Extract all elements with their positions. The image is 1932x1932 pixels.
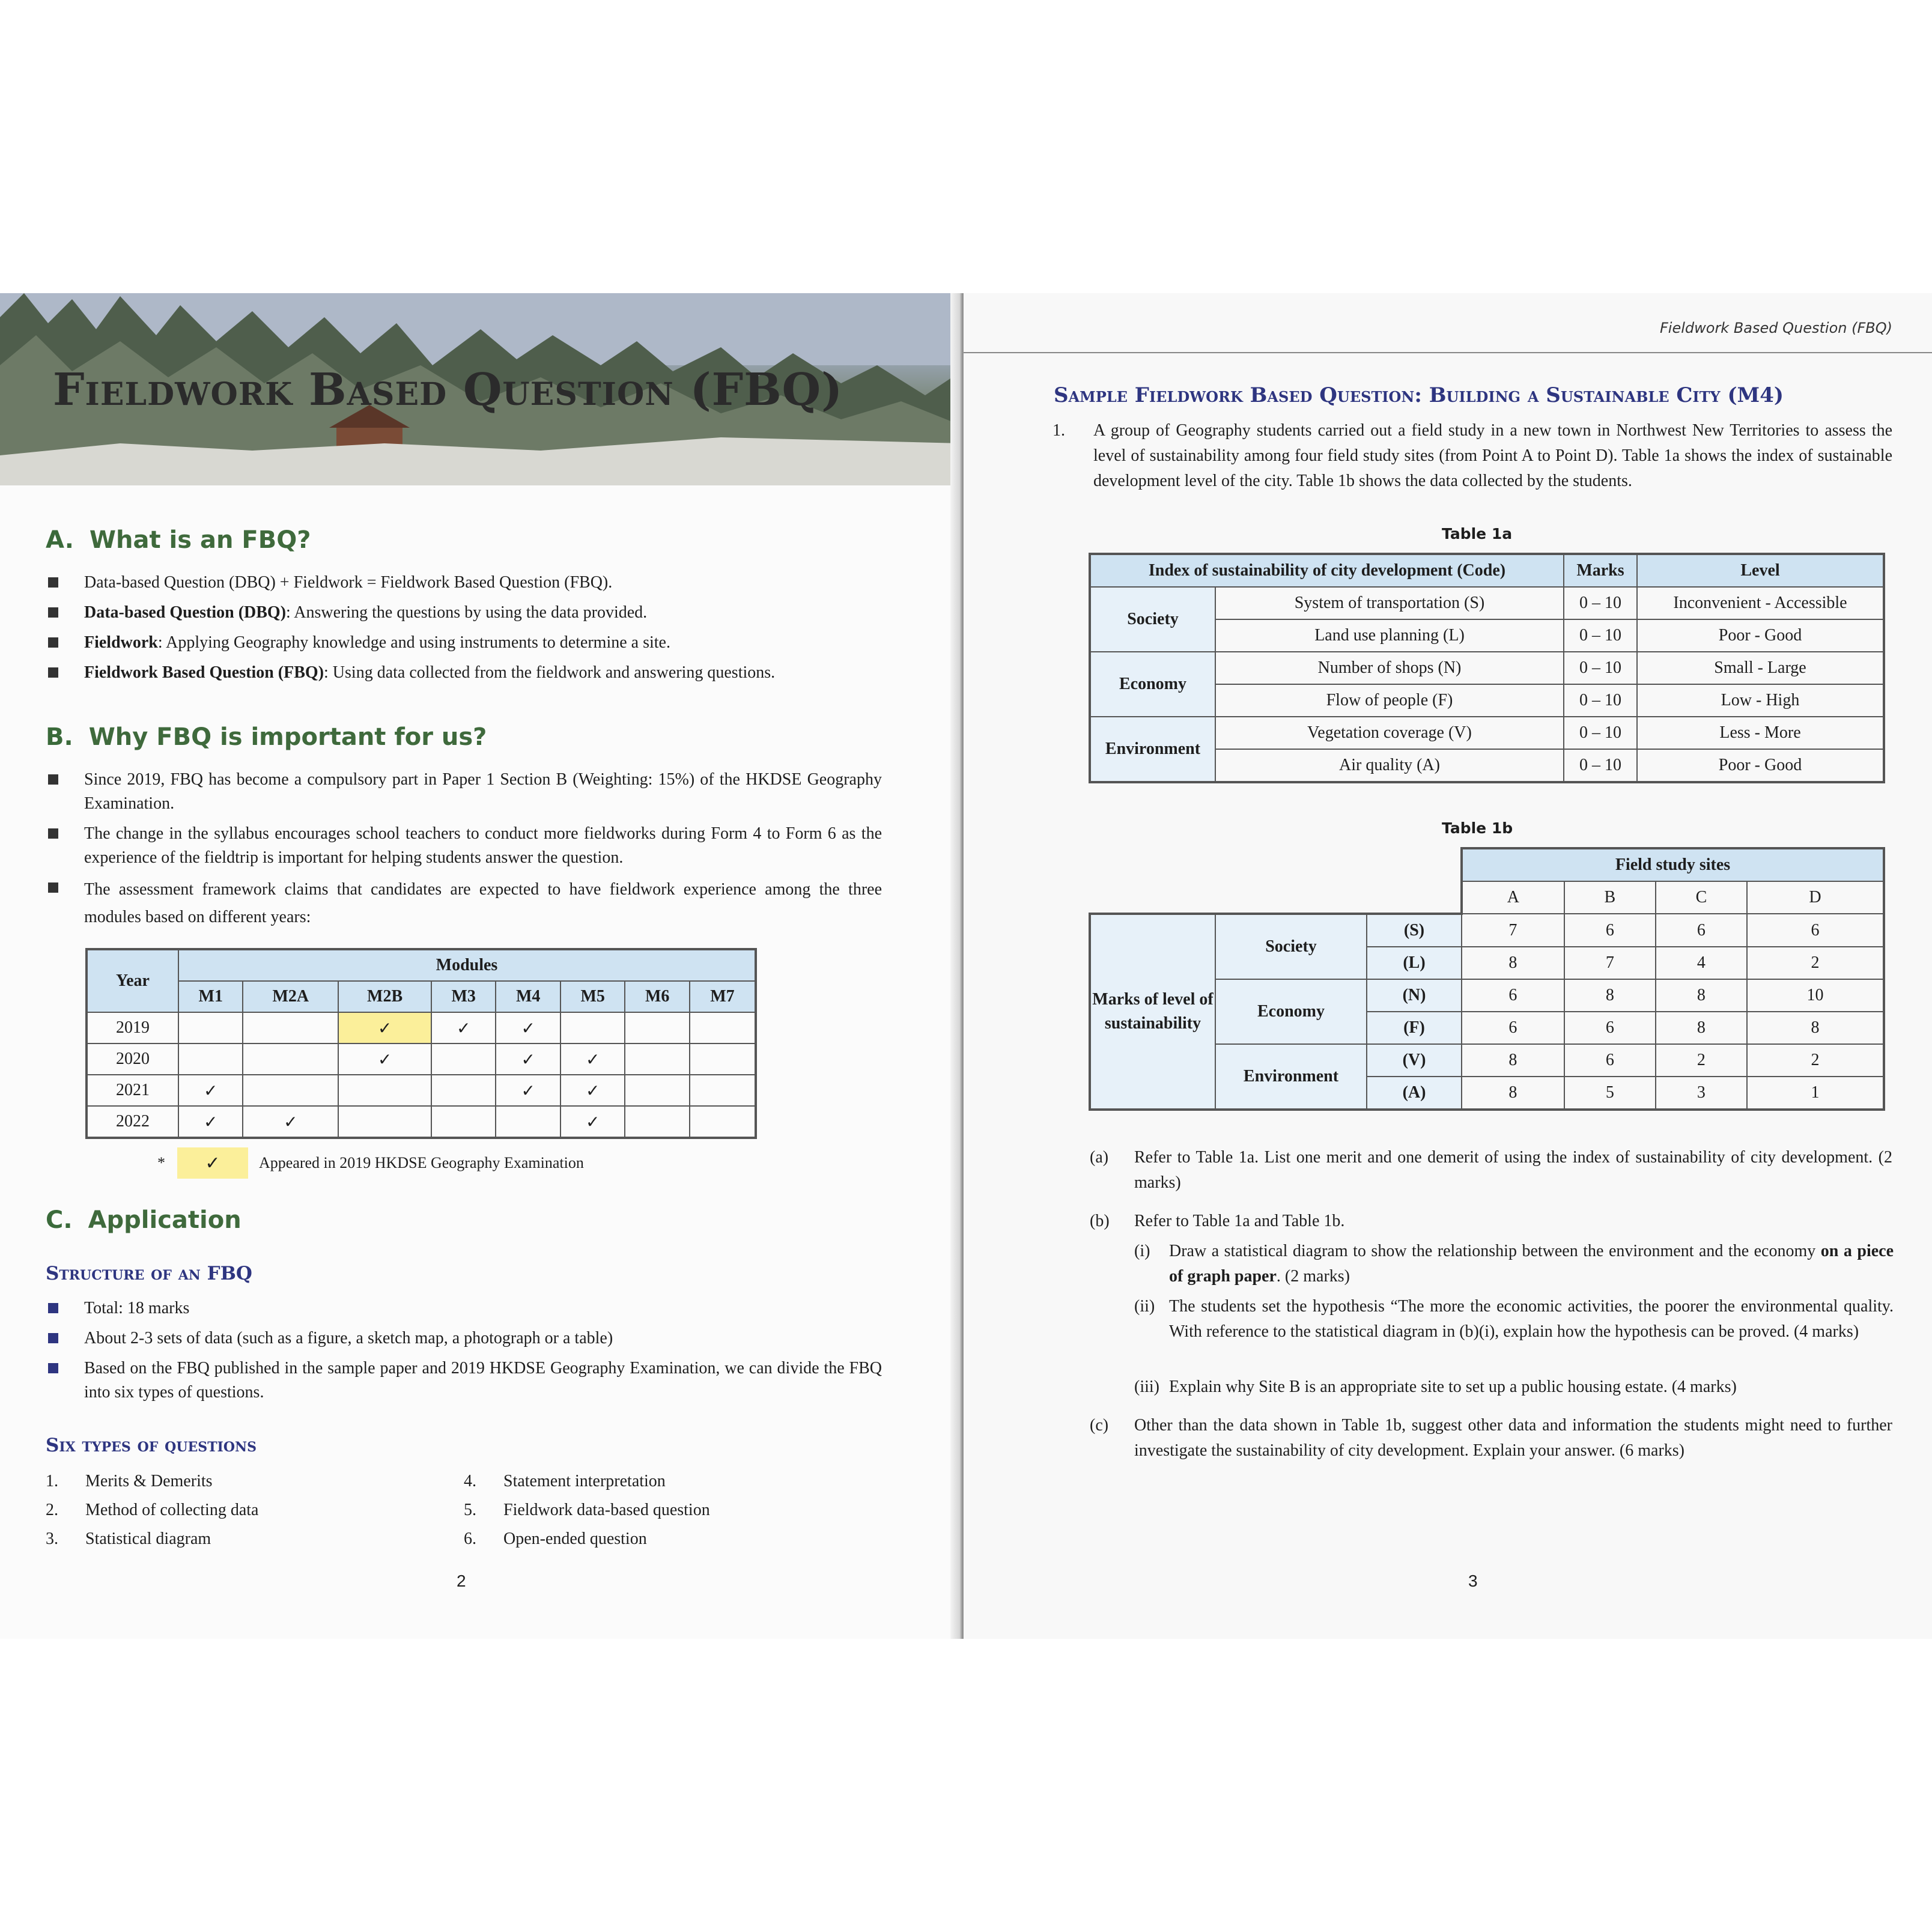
list-item: Total: 18 marks — [47, 1296, 882, 1320]
table-row — [1090, 587, 1884, 619]
table-cell: ✓ — [496, 1012, 560, 1043]
list-item: 3. Statistical diagram — [46, 1530, 211, 1548]
section-b-number: B. — [46, 723, 73, 751]
table-1b-caption: Table 1b — [1442, 819, 1513, 837]
question-c-text: Other than the data shown in Table 1b, suggest other data and information the students might need to further investigate the sustainability of city development. Explain your answer. (6 marks) — [1134, 1416, 1892, 1460]
value-cell: 2 — [1656, 1044, 1747, 1077]
module-header: M2A — [243, 981, 338, 1012]
banner — [0, 293, 961, 485]
question-b-text: Refer to Table 1a and Table 1b. — [1134, 1212, 1345, 1230]
list-item: 1. Merits & Demerits — [46, 1472, 213, 1490]
table-1a-caption: Table 1a — [1442, 525, 1513, 542]
question-b — [1090, 1209, 1895, 1236]
row-group-header: Marks of level of sustainability — [1090, 914, 1215, 1110]
level-cell: Low - High — [1637, 684, 1884, 717]
table-cell — [243, 1043, 338, 1075]
code-cell: (F) — [1367, 1012, 1462, 1044]
level-cell: Less - More — [1637, 717, 1884, 749]
table-cell: ✓ — [496, 1043, 560, 1075]
value-cell: 8 — [1462, 947, 1564, 979]
running-head: Fieldwork Based Question (FBQ) — [1659, 320, 1892, 336]
value-cell: 7 — [1564, 947, 1656, 979]
legend-asterisk: * — [157, 1154, 165, 1171]
marks-cell: 0 – 10 — [1564, 652, 1637, 684]
module-header: M2B — [338, 981, 431, 1012]
group-society: Society — [1090, 587, 1215, 652]
index-header: Index of sustainability of city development (Code) — [1090, 554, 1564, 587]
table-cell: ✓ — [431, 1012, 496, 1043]
question-a-label: (a) — [1090, 1148, 1109, 1167]
table-row — [87, 1043, 756, 1075]
table-cell: ✓ — [178, 1075, 243, 1106]
module-header: M1 — [178, 981, 243, 1012]
group-environment: Environment — [1090, 717, 1215, 782]
group-environment: Environment — [1215, 1044, 1367, 1110]
header-rule — [964, 352, 1932, 353]
table-cell: ✓ — [560, 1043, 625, 1075]
left-page — [0, 293, 961, 1639]
year-cell: 2019 — [87, 1012, 178, 1043]
section-a-heading — [46, 526, 311, 554]
table-cell — [690, 1075, 756, 1106]
question-b-i-label: (i) — [1134, 1242, 1150, 1260]
table-cell: ✓ — [338, 1043, 431, 1075]
table-cell — [431, 1075, 496, 1106]
table-cell — [690, 1043, 756, 1075]
table-cell — [178, 1012, 243, 1043]
table-row — [87, 1106, 756, 1138]
value-cell: 10 — [1747, 979, 1884, 1012]
section-c-heading — [46, 1206, 242, 1234]
list-item: The change in the syllabus encourages school teachers to conduct more fieldworks during Form 4 to Form 6 as the experience of the fieldtrip is important for helping students answer the question. — [47, 822, 882, 870]
module-header: M4 — [496, 981, 560, 1012]
section-a-number: A. — [46, 526, 74, 554]
list-item: 4. Statement interpretation — [464, 1472, 666, 1490]
code-cell: (N) — [1367, 979, 1462, 1012]
question-b-ii-label: (ii) — [1134, 1297, 1155, 1316]
module-header: M5 — [560, 981, 625, 1012]
value-cell: 8 — [1564, 979, 1656, 1012]
table-row — [1090, 717, 1884, 749]
value-cell: 2 — [1747, 1044, 1884, 1077]
level-cell: Poor - Good — [1637, 619, 1884, 652]
table-cell: ✓ — [496, 1075, 560, 1106]
site-header: B — [1564, 881, 1656, 914]
table-cell — [690, 1106, 756, 1138]
section-c-number: C. — [46, 1206, 73, 1234]
table-cell — [431, 1106, 496, 1138]
question-c — [1090, 1413, 1895, 1467]
site-header: C — [1656, 881, 1747, 914]
question-b-iii — [1134, 1375, 1895, 1402]
table-cell: ✓ — [178, 1106, 243, 1138]
code-cell: (A) — [1367, 1077, 1462, 1110]
code-cell: (S) — [1367, 914, 1462, 947]
table-row — [1090, 914, 1884, 947]
list-item: Data-based Question (DBQ) + Fieldwork = Fieldwork Based Question (FBQ). — [47, 571, 882, 595]
table-cell — [338, 1106, 431, 1138]
site-header: A — [1462, 881, 1564, 914]
legend-highlight-swatch: ✓ — [177, 1147, 248, 1179]
year-header: Year — [87, 949, 178, 1012]
value-cell: 6 — [1462, 1012, 1564, 1044]
list-item: About 2-3 sets of data (such as a figure, a sketch map, a photograph or a table) — [47, 1326, 882, 1350]
level-header: Level — [1637, 554, 1884, 587]
question-c-label: (c) — [1090, 1416, 1109, 1435]
value-cell: 4 — [1656, 947, 1747, 979]
value-cell: 1 — [1747, 1077, 1884, 1110]
section-a-bullets — [47, 571, 882, 691]
table-1a — [1089, 553, 1885, 783]
value-cell: 8 — [1656, 979, 1747, 1012]
section-a-title: What is an FBQ? — [89, 526, 311, 554]
table-cell — [496, 1106, 560, 1138]
table-cell — [431, 1043, 496, 1075]
index-cell: System of transportation (S) — [1215, 587, 1564, 619]
list-item: Fieldwork: Applying Geography knowledge and using instruments to determine a site. — [47, 631, 882, 655]
table-cell — [625, 1012, 689, 1043]
question-b-ii — [1134, 1294, 1895, 1372]
table-cell — [243, 1012, 338, 1043]
intro-text: A group of Geography students carried out a field study in a new town in Northwest New Territories to assess the level of sustainability among four field study sites (from Point A to Point D). Table 1a shows the index of sustainable development level of the city. Table 1b shows the data collected by the students. — [1093, 421, 1892, 490]
table-cell — [690, 1012, 756, 1043]
code-cell: (V) — [1367, 1044, 1462, 1077]
year-cell: 2020 — [87, 1043, 178, 1075]
table-cell — [625, 1043, 689, 1075]
question-b-iii-text: Explain why Site B is an appropriate site to set up a public housing estate. (4 marks) — [1169, 1378, 1737, 1396]
field-study-sites-header: Field study sites — [1462, 848, 1884, 881]
value-cell: 8 — [1462, 1044, 1564, 1077]
group-economy: Economy — [1215, 979, 1367, 1044]
question-types-col-1 — [46, 1467, 258, 1554]
module-header: M3 — [431, 981, 496, 1012]
section-b-title: Why FBQ is important for us? — [88, 723, 487, 751]
value-cell: 7 — [1462, 914, 1564, 947]
marks-cell: 0 – 10 — [1564, 684, 1637, 717]
intro-number: 1. — [1053, 421, 1065, 440]
table-cell — [625, 1106, 689, 1138]
table-cell: ✓ — [560, 1075, 625, 1106]
question-b-iii-label: (iii) — [1134, 1378, 1159, 1396]
index-cell: Number of shops (N) — [1215, 652, 1564, 684]
sample-question-title: Sample Fieldwork Based Question: Building a Sustainable City (M4) — [1054, 383, 1784, 407]
value-cell: 6 — [1564, 1012, 1656, 1044]
year-cell: 2021 — [87, 1075, 178, 1106]
banner-title: Fieldwork Based Question (FBQ) — [53, 364, 843, 416]
highlighted-cell: ✓ — [338, 1012, 431, 1043]
page-number: 3 — [1468, 1572, 1478, 1590]
list-item: 5. Fieldwork data-based question — [464, 1501, 710, 1519]
section-b-bullets — [47, 768, 882, 937]
empty-corner — [1090, 881, 1462, 914]
right-page — [964, 293, 1932, 1639]
value-cell: 8 — [1747, 1012, 1884, 1044]
group-society: Society — [1215, 914, 1367, 979]
modules-header: Modules — [178, 949, 756, 981]
value-cell: 2 — [1747, 947, 1884, 979]
value-cell: 8 — [1462, 1077, 1564, 1110]
table-cell: ✓ — [560, 1106, 625, 1138]
table-cell: ✓ — [243, 1106, 338, 1138]
site-header: D — [1747, 881, 1884, 914]
value-cell: 3 — [1656, 1077, 1747, 1110]
group-economy: Economy — [1090, 652, 1215, 717]
page-number: 2 — [457, 1572, 466, 1590]
list-item: 6. Open-ended question — [464, 1530, 647, 1548]
value-cell: 6 — [1656, 914, 1747, 947]
table-cell — [338, 1075, 431, 1106]
table-cell — [625, 1075, 689, 1106]
table-cell — [243, 1075, 338, 1106]
module-header: M7 — [690, 981, 756, 1012]
value-cell: 6 — [1564, 914, 1656, 947]
list-item: Based on the FBQ published in the sample paper and 2019 HKDSE Geography Examination, we can divide the FBQ into six types of questions. — [47, 1356, 882, 1405]
list-item: The assessment framework claims that candidates are expected to have fieldwork experience among the three modules based on different years: — [47, 876, 882, 931]
marks-cell: 0 – 10 — [1564, 619, 1637, 652]
modules-table — [85, 948, 757, 1139]
list-item: Fieldwork Based Question (FBQ): Using data collected from the fieldwork and answering questions. — [47, 661, 882, 685]
index-cell: Air quality (A) — [1215, 749, 1564, 782]
table-1b — [1089, 847, 1885, 1111]
level-cell: Inconvenient - Accessible — [1637, 587, 1884, 619]
marks-cell: 0 – 10 — [1564, 717, 1637, 749]
legend-text: Appeared in 2019 HKDSE Geography Examination — [259, 1154, 584, 1171]
section-b-heading — [46, 723, 487, 751]
table-cell — [560, 1012, 625, 1043]
value-cell: 6 — [1462, 979, 1564, 1012]
question-b-ii-text: The students set the hypothesis “The more the economic activities, the poorer the environmental quality. With reference to the statistical diagram in (b)(i), explain how the hypothesis can be proved. (4 marks) — [1169, 1297, 1894, 1341]
year-cell: 2022 — [87, 1106, 178, 1138]
question-a-text: Refer to Table 1a. List one merit and one demerit of using the index of sustainability of city development. (2 marks) — [1134, 1148, 1892, 1192]
structure-heading: Structure of an FBQ — [46, 1263, 252, 1284]
table-legend — [157, 1147, 584, 1179]
index-cell: Vegetation coverage (V) — [1215, 717, 1564, 749]
section-c-title: Application — [88, 1206, 242, 1234]
value-cell: 8 — [1656, 1012, 1747, 1044]
table-row — [87, 1012, 756, 1043]
marks-cell: 0 – 10 — [1564, 749, 1637, 782]
marks-cell: 0 – 10 — [1564, 587, 1637, 619]
index-cell: Flow of people (F) — [1215, 684, 1564, 717]
question-types-col-2 — [464, 1467, 710, 1554]
list-item: Data-based Question (DBQ): Answering the questions by using the data provided. — [47, 601, 882, 625]
list-item: Since 2019, FBQ has become a compulsory part in Paper 1 Section B (Weighting: 15%) of the HKDSE Geography Examination. — [47, 768, 882, 816]
level-cell: Small - Large — [1637, 652, 1884, 684]
module-header: M6 — [625, 981, 689, 1012]
question-b-i-text: Draw a statistical diagram to show the relationship between the environment and the economy on a piece of graph paper. (2 marks) — [1169, 1242, 1894, 1286]
level-cell: Poor - Good — [1637, 749, 1884, 782]
question-b-label: (b) — [1090, 1212, 1110, 1230]
question-a — [1090, 1145, 1895, 1199]
question-b-i — [1134, 1239, 1895, 1293]
value-cell: 6 — [1564, 1044, 1656, 1077]
list-item: 2. Method of collecting data — [46, 1501, 259, 1519]
six-types-heading: Six types of questions — [46, 1435, 257, 1456]
value-cell: 5 — [1564, 1077, 1656, 1110]
index-cell: Land use planning (L) — [1215, 619, 1564, 652]
structure-bullets — [47, 1296, 882, 1411]
value-cell: 6 — [1747, 914, 1884, 947]
table-row — [87, 1075, 756, 1106]
code-cell: (L) — [1367, 947, 1462, 979]
empty-corner — [1090, 848, 1462, 881]
marks-header: Marks — [1564, 554, 1637, 587]
table-row — [1090, 652, 1884, 684]
table-cell — [178, 1043, 243, 1075]
